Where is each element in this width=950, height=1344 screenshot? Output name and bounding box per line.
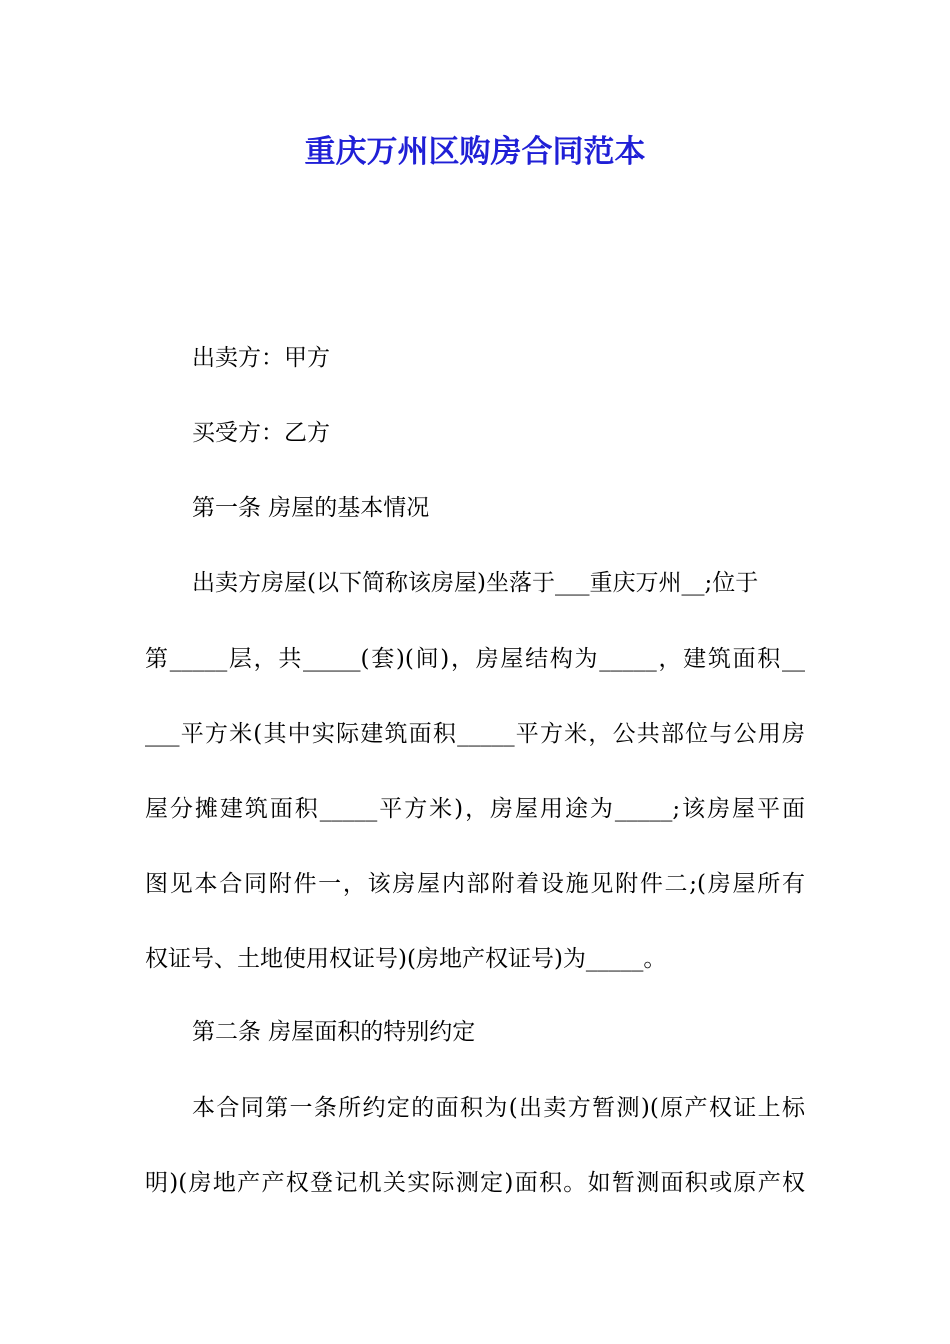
article-one-paragraph-line-2: 第_____层，共_____(套)(间)，房屋结构为_____，建筑面积__ xyxy=(145,646,805,672)
article-two-paragraph-line-2: 明)(房地产产权登记机关实际测定)面积。如暂测面积或原产权 xyxy=(145,1170,805,1196)
article-one-paragraph-line-4: 屋分摊建筑面积_____平方米)，房屋用途为_____;该房屋平面 xyxy=(145,796,805,822)
seller-line: 出卖方：甲方 xyxy=(192,345,330,371)
article-two-paragraph-line-1: 本合同第一条所约定的面积为(出卖方暂测)(原产权证上标 xyxy=(192,1095,805,1121)
article-two-heading: 第二条 房屋面积的特别约定 xyxy=(192,1019,476,1045)
document-title: 重庆万州区购房合同范本 xyxy=(304,134,646,170)
article-one-paragraph-line-6: 权证号、土地使用权证号)(房地产权证号)为_____。 xyxy=(145,946,667,972)
article-one-paragraph-line-5: 图见本合同附件一，该房屋内部附着设施见附件二;(房屋所有 xyxy=(145,871,805,897)
article-one-paragraph-line-1: 出卖方房屋(以下简称该房屋)坐落于___重庆万州__;位于 xyxy=(192,570,759,596)
article-one-paragraph-line-3: ___平方米(其中实际建筑面积_____平方米，公共部位与公用房 xyxy=(145,721,805,747)
buyer-line: 买受方：乙方 xyxy=(192,420,330,446)
article-one-heading: 第一条 房屋的基本情况 xyxy=(192,495,430,521)
